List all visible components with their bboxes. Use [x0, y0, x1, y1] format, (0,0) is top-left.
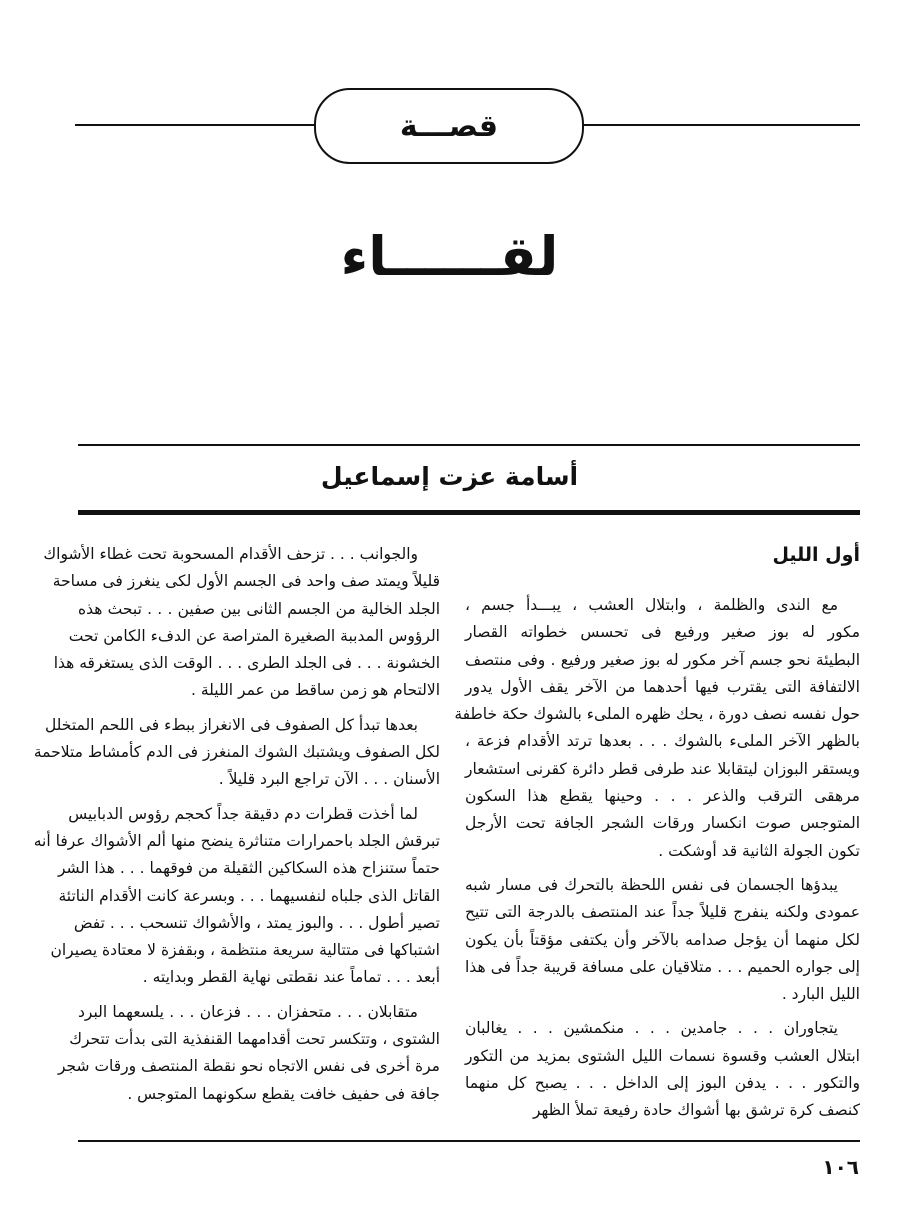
text-line: لما أخذت قطرات دم دقيقة جداً كحجم رؤوس الدبابيس [68, 804, 418, 823]
paragraph [465, 1015, 860, 1124]
text-line: مرة أخرى فى نفس الاتجاه نحو نقطة المنتصف ورقات شجر [57, 1057, 440, 1076]
text-line: المتوجس صوت انكسار ورقات الشجر الجافة تحت الأرجل [465, 814, 860, 833]
text-line: الليل البارد . [781, 985, 860, 1004]
story-title: لقــــــاء [340, 225, 559, 288]
text-line: إلى جواره الحميم . . . متلاقيان على مسافة قريبة جداً فى هذا [465, 957, 860, 976]
text-line: تكون الجولة الثانية قد أوشكت . [658, 841, 860, 860]
text-line: القاتل الذى جلباه لنفسيهما . . . وبسرعة كانت الأقدام الناتئة [58, 886, 440, 905]
text-line: تصير أطول . . . والبوز يمتد ، والأشواك تنسحب . . . تفض [73, 913, 440, 932]
text-line: الشتوى ، وتتكسر تحت أقدامهما القنفذية التى بدأت تتحرك [69, 1030, 440, 1049]
text-line: الالتحام هو زمن ساقط من عمر الليلة . [190, 681, 440, 700]
paragraph [57, 999, 440, 1108]
text-line: كنصف كرة ترشق بها أشواك حادة رفيعة تملأ الظهر [532, 1101, 860, 1120]
text-line: ويستقر البوزان ليتقابلا عند طرفى قطر دائرة كقرنى استشعار [465, 759, 860, 778]
text-line: مع الندى والظلمة ، وابتلال العشب ، يبـــدأ جسم ، [465, 596, 838, 614]
text-line: جافة فى حفيف خافت يقطع سكونهما المتوجس . [127, 1084, 440, 1103]
left-column [33, 541, 440, 1115]
text-line: أبعد . . . تماماً عند نقطتى نهاية القطر وبدايته . [142, 968, 440, 987]
text-line: الأسنان . . . الآن تراجع البرد قليلاً . [218, 770, 440, 789]
text-line: اشتباكها فى متتالية سريعة منتظمة ، وبقفزة لا معتادة يصيران [50, 941, 440, 960]
author-rule-bottom [78, 510, 860, 515]
text-line: يبدؤها الجسمان فى نفس اللحظة بالتحرك فى مسار شبه [465, 875, 838, 894]
right-column [454, 535, 860, 1132]
text-line: بعدها تبدأ كل الصفوف فى الانغراز ببطء فى اللحم المتخلل [44, 715, 418, 734]
text-line: متقابلان . . . متحفزان . . . فزعان . . . يلسعهما البرد [78, 1002, 418, 1021]
author-rule-top [78, 444, 860, 446]
text-line: يتجاوران . . . جامدين . . . منكمشين . . . يغالبان [465, 1019, 838, 1038]
paragraph [465, 872, 860, 1008]
paragraph [43, 541, 440, 705]
text-line: الجلد الخالية من الجسم الثانى بين صفين . . . تبحث هذه [78, 599, 440, 618]
text-line: حول نفسه نصف دورة ، يحك ظهره الملىء بالشوك حكة خاطفة [454, 705, 860, 724]
text-line: قليلاً ويمتد صف واحد فى الجسم الأول لكى ينغرز فى مساحة [52, 572, 440, 591]
text-line: مرهقى الترقب والذعر . . . وحينها يقطع هذا السكون [465, 787, 860, 806]
category-badge [314, 88, 584, 164]
paragraph [33, 801, 440, 992]
footer-rule [78, 1140, 860, 1142]
section-heading: أول الليل [772, 544, 860, 566]
text-line: والتكور . . . يدفن البوز إلى الداخل . . . يصبح كل منهما [465, 1074, 860, 1093]
paragraph [33, 712, 440, 794]
text-line: حتماً ستنزاح هذه السكاكين الثقيلة من فوقهما . . . هذا الشر [58, 859, 440, 878]
text-line: لكل منهما أن يؤجل صدامه بالآخر وأن يكتفى مؤقتاً بأن يكون [465, 930, 860, 949]
text-line: الخشونة . . . فى الجلد الطرى . . . الوقت الذى يستغرقه هذا [53, 654, 440, 673]
paragraph [454, 592, 860, 865]
text-line: الالتفافة التى يقترب فيها أحدهما من الآخر يقف الأول يدور [465, 677, 860, 696]
text-line: بالظهر الآخر الملىء بالشوك . . . بعدها ترتد الأقدام فزعة ، [465, 732, 860, 751]
author-name: أسامة عزت إسماعيل [320, 462, 579, 491]
text-line: تبرقش الجلد باحمرارات متناثرة ينضح منها ألم الأشواك عرفا أنه [33, 831, 440, 850]
text-line: البطيئة نحو جسم آخر مكور له بوز صغير ورفيع . وفى منتصف [465, 650, 860, 669]
text-line: والجوانب . . . تزحف الأقدام المسحوبة تحت غطاء الأشواك [43, 545, 418, 563]
text-line: مكور له بوز صغير ورفيع فى تحسس خطواته القصار [465, 623, 860, 642]
text-line: ابتلال العشب وقسوة نسمات الليل الشتوى بمزيد من التكور [465, 1046, 860, 1065]
category-label: قصـــة [399, 108, 499, 144]
text-line: الرؤوس المدببة الصغيرة المتراصة عن الدفء الكامن تحت [68, 626, 440, 645]
text-line: عمودى ولكنه ينفرج قليلاً جداً عند المنتصف بالدرجة التى تتيح [465, 903, 860, 922]
text-line: لكل الصفوف ويشتبك الشوك المنغرز فى الدم كأمشاط متلاحمة [33, 743, 440, 762]
page-number: ١٠٦ [822, 1155, 859, 1179]
